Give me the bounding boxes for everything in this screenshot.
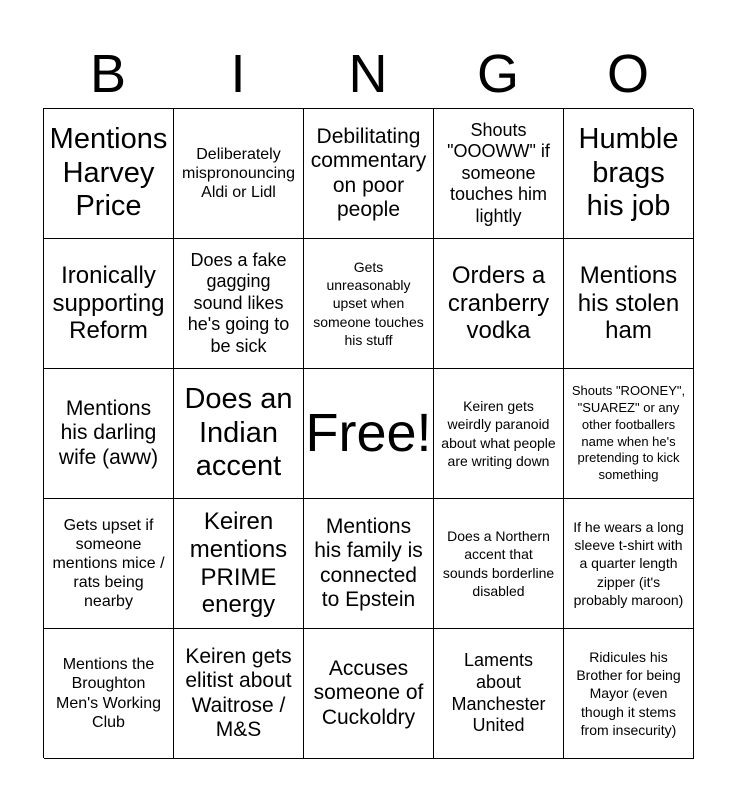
bingo-cell[interactable] bbox=[564, 109, 694, 239]
bingo-cell[interactable] bbox=[434, 239, 564, 369]
bingo-cell[interactable] bbox=[564, 239, 694, 369]
cell-text: Mentions the Broughton Men's Working Club bbox=[55, 656, 161, 731]
bingo-cell[interactable] bbox=[44, 629, 174, 759]
bingo-cell[interactable] bbox=[304, 499, 434, 629]
cell-text: Debilitating commentary on poor people bbox=[310, 125, 427, 221]
bingo-cell[interactable] bbox=[434, 109, 564, 239]
cell-text: Ironically supporting Reform bbox=[52, 262, 165, 345]
free-text: Free! bbox=[305, 403, 432, 464]
bingo-grid bbox=[43, 108, 693, 758]
cell-text: Shouts "OOOWW" if someone touches him lightly bbox=[447, 119, 550, 226]
cell-text: If he wears a long sleeve t-shirt with a quarter length zipper (it's probably maroon) bbox=[573, 519, 684, 608]
bingo-cell[interactable] bbox=[434, 369, 564, 499]
cell-text: Keiren gets weirdly paranoid about what people are writing down bbox=[441, 398, 556, 469]
cell-text: Mentions his family is connected to Epstein bbox=[314, 515, 423, 611]
cell-text: Keiren mentions PRIME energy bbox=[189, 508, 288, 619]
cell-text: Mentions his stolen ham bbox=[577, 262, 680, 345]
bingo-cell[interactable] bbox=[44, 109, 174, 239]
cell-text: Gets unreasonably upset when someone touches his stuff bbox=[313, 259, 424, 348]
cell-text: Shouts "ROONEY", "SUAREZ" or any other footballers name when he's pretending to kick something bbox=[571, 382, 686, 483]
bingo-cell[interactable] bbox=[564, 369, 694, 499]
cell-text: Humble brags his job bbox=[578, 123, 679, 223]
cell-text: Does an Indian accent bbox=[184, 383, 293, 483]
cell-text: Deliberately mispronouncing Aldi or Lidl bbox=[182, 145, 295, 202]
cell-text: Does a Northern accent that sounds borderline disabled bbox=[442, 528, 555, 599]
bingo-cell[interactable] bbox=[304, 239, 434, 369]
cell-text: Laments about Manchester United bbox=[451, 650, 546, 736]
bingo-cell[interactable] bbox=[304, 629, 434, 759]
cell-text: Accuses someone of Cuckoldry bbox=[313, 657, 424, 729]
bingo-cell[interactable] bbox=[174, 629, 304, 759]
cell-text: Mentions Harvey Price bbox=[49, 123, 168, 223]
bingo-cell[interactable] bbox=[564, 499, 694, 629]
cell-text: Ridicules his Brother for being Mayor (even though it stems from insecurity) bbox=[576, 649, 681, 738]
bingo-cell[interactable] bbox=[44, 239, 174, 369]
cell-text: Orders a cranberry vodka bbox=[447, 262, 550, 345]
header-letter-n: N bbox=[348, 44, 388, 104]
header-letter-g: G bbox=[476, 44, 519, 104]
bingo-cell[interactable] bbox=[304, 109, 434, 239]
bingo-cell[interactable] bbox=[434, 499, 564, 629]
header-letter-b: B bbox=[89, 44, 127, 104]
bingo-header bbox=[43, 40, 693, 108]
bingo-cell[interactable] bbox=[174, 239, 304, 369]
bingo-cell[interactable] bbox=[434, 629, 564, 759]
free-cell[interactable] bbox=[304, 369, 434, 499]
header-letter-o: O bbox=[606, 44, 649, 104]
bingo-cell[interactable] bbox=[174, 369, 304, 499]
bingo-cell[interactable] bbox=[44, 499, 174, 629]
header-letter-i: I bbox=[230, 44, 246, 104]
cell-text: Mentions his darling wife (aww) bbox=[58, 397, 159, 469]
bingo-cell[interactable] bbox=[44, 369, 174, 499]
cell-text: Gets upset if someone mentions mice / rats being nearby bbox=[52, 516, 165, 611]
bingo-cell[interactable] bbox=[174, 109, 304, 239]
bingo-cell[interactable] bbox=[174, 499, 304, 629]
bingo-cell[interactable] bbox=[564, 629, 694, 759]
cell-text: Does a fake gagging sound likes he's going to be sick bbox=[187, 249, 290, 356]
cell-text: Keiren gets elitist about Waitrose / M&S bbox=[185, 645, 292, 741]
